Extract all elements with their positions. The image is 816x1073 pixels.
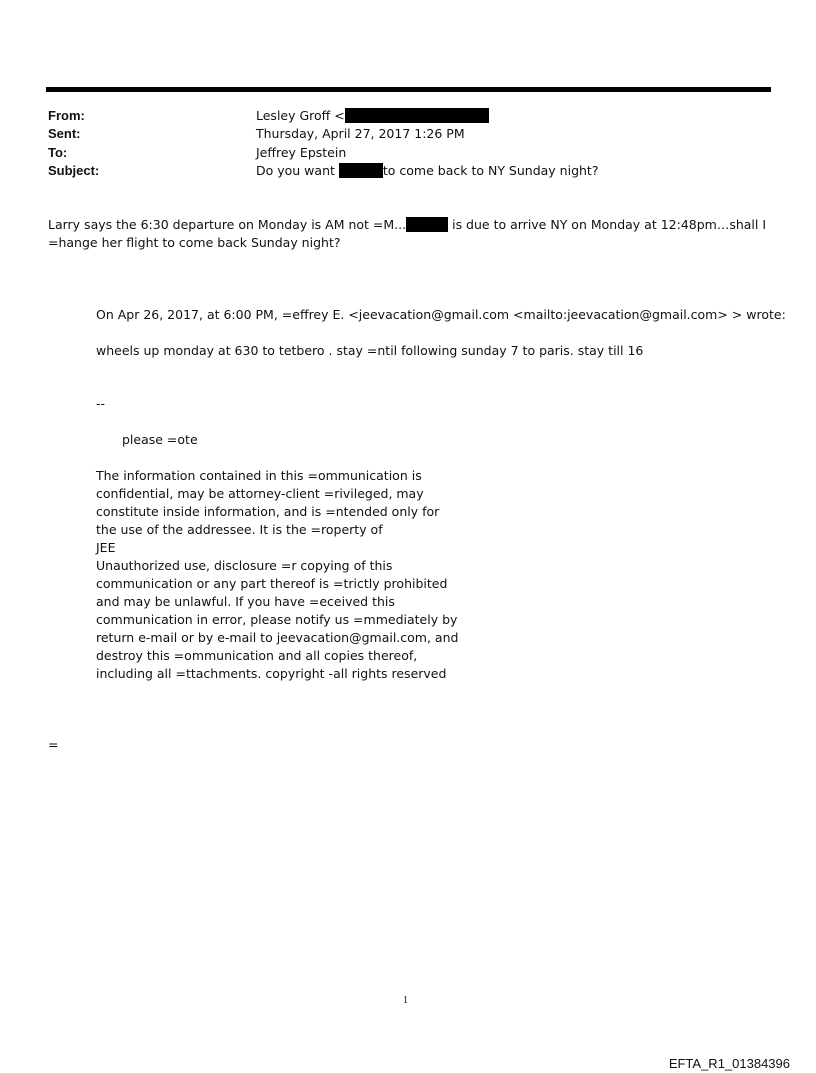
from-value — [256, 107, 489, 125]
message-line-2: =hange her flight to come back Sunday night? — [48, 235, 341, 250]
please-note: please =ote — [122, 432, 198, 447]
message-line-1 — [48, 216, 766, 234]
disclaimer-line: constitute inside information, and is =ntended only for — [96, 504, 440, 519]
trailing-equals: = — [48, 737, 59, 752]
from-label: From: — [48, 108, 85, 123]
subject-label: Subject: — [48, 163, 100, 178]
disclaimer-line: the use of the addressee. It is the =roperty of — [96, 522, 383, 537]
page-number: 1 — [403, 995, 408, 1006]
sent-value: Thursday, April 27, 2017 1:26 PM — [256, 126, 465, 141]
disclaimer-line: Unauthorized use, disclosure =r copying of this — [96, 558, 393, 573]
sent-label: Sent: — [48, 126, 81, 141]
document-id: EFTA_R1_01384396 — [668, 1056, 790, 1071]
disclaimer-line: confidential, may be attorney-client =rivileged, may — [96, 486, 424, 501]
redaction-box — [406, 217, 448, 232]
quoted-separator: -- — [96, 396, 106, 411]
redaction-box — [339, 163, 383, 178]
subject-value — [256, 162, 598, 180]
message-line-1-after: is due to arrive NY on Monday at 12:48pm…shall I — [452, 217, 767, 232]
disclaimer-line: communication in error, please notify us =mmediately by — [96, 612, 458, 627]
disclaimer-line: communication or any part thereof is =trictly prohibited — [96, 576, 448, 591]
subject-before: Do you want — [256, 163, 335, 178]
to-value: Jeffrey Epstein — [256, 145, 347, 160]
from-sender: Lesley Groff < — [256, 108, 345, 123]
disclaimer-line: and may be unlawful. If you have =eceived this — [96, 594, 395, 609]
redaction-box — [345, 108, 489, 123]
quoted-intro: On Apr 26, 2017, at 6:00 PM, =effrey E. <jeevacation@gmail.com <mailto:jeevacation@gmail.com> > wrote: — [96, 307, 786, 322]
disclaimer-line: JEE — [96, 540, 116, 555]
disclaimer-line: including all =ttachments. copyright -all rights reserved — [96, 666, 447, 681]
message-line-1-before: Larry says the 6:30 departure on Monday is AM not =M... — [48, 217, 407, 232]
to-label: To: — [48, 145, 68, 160]
subject-after: to come back to NY Sunday night? — [382, 163, 599, 178]
disclaimer-line: The information contained in this =ommunication is — [96, 468, 422, 483]
header-rule — [46, 87, 771, 92]
disclaimer-line: return e-mail or by e-mail to jeevacation@gmail.com, and — [96, 630, 459, 645]
quoted-body: wheels up monday at 630 to tetbero . stay =ntil following sunday 7 to paris. stay till 16 — [96, 343, 644, 358]
disclaimer-line: destroy this =ommunication and all copies thereof, — [96, 648, 418, 663]
